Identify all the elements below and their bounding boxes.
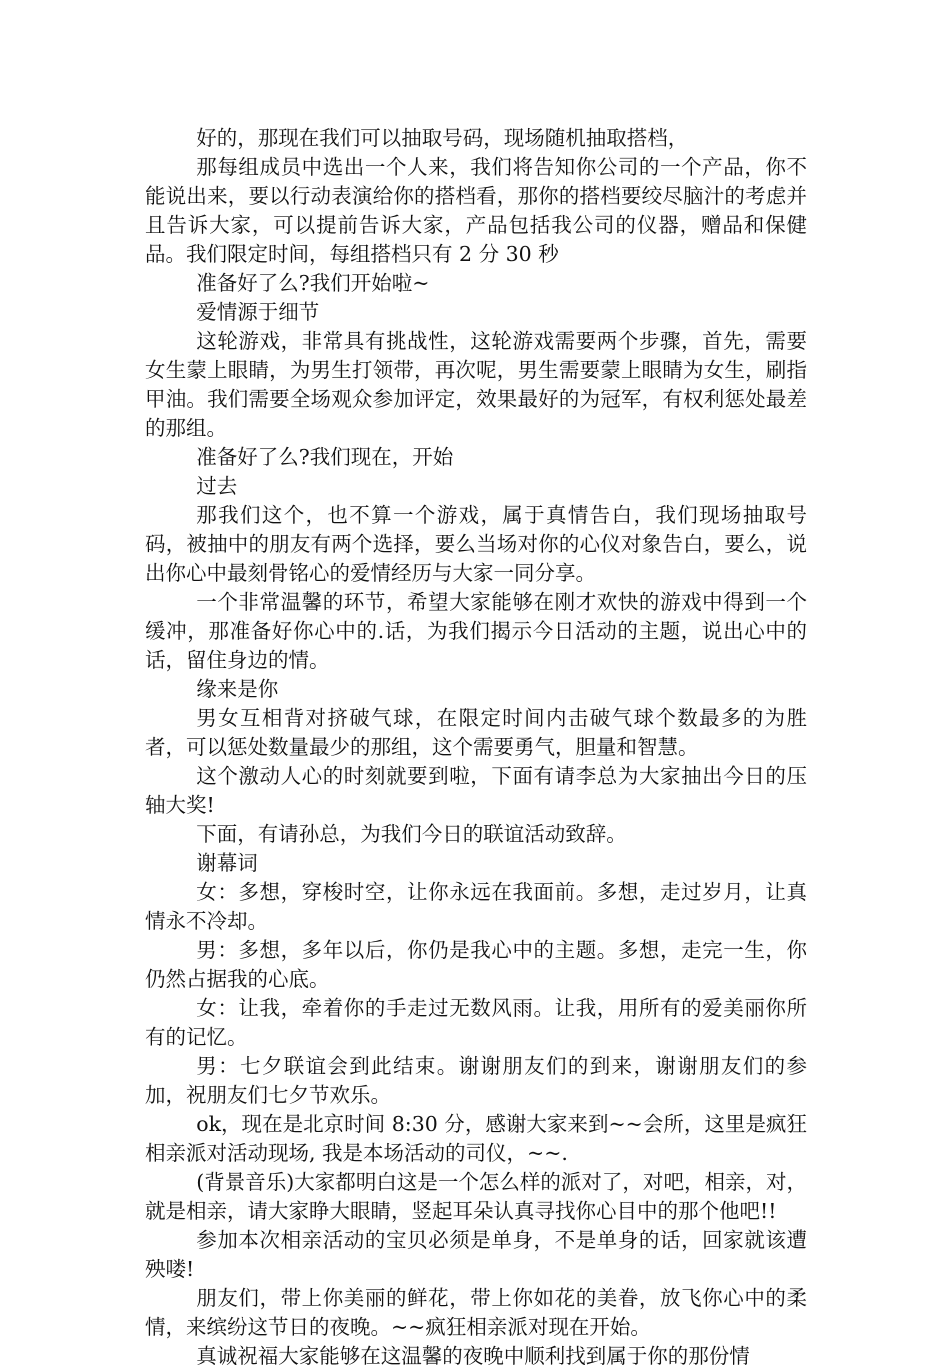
- paragraph: 这个激动人心的时刻就要到啦，下面有请李总为大家抽出今日的压轴大奖!: [145, 764, 807, 817]
- paragraph: 准备好了么?我们开始啦~: [196, 271, 430, 295]
- section-heading: 缘来是你: [196, 677, 279, 701]
- section-heading: 过去: [196, 474, 238, 498]
- section-heading: 爱情源于细节: [196, 300, 320, 324]
- paragraph: 下面，有请孙总，为我们今日的联谊活动致辞。: [196, 822, 627, 846]
- paragraph: (背景音乐)大家都明白这是一个怎么样的派对了，对吧，相亲，对，就是相亲，请大家睁大眼睛，竖起耳朵认真寻找你心目中的那个他吧!!: [145, 1170, 807, 1223]
- document-body: [145, 124, 807, 1371]
- paragraph: 一个非常温馨的环节，希望大家能够在刚才欢快的游戏中得到一个缓冲，那准备好你心中的.话，为我们揭示今日活动的主题，说出心中的话，留住身边的情。: [145, 590, 807, 672]
- paragraph: 好的，那现在我们可以抽取号码，现场随机抽取搭档，: [196, 126, 689, 150]
- section-heading: 谢幕词: [196, 851, 258, 875]
- paragraph: 真诚祝福大家能够在这温馨的夜晚中顺利找到属于你的那份情: [196, 1344, 750, 1368]
- paragraph: 那我们这个，也不算一个游戏，属于真情告白，我们现场抽取号码，被抽中的朋友有两个选择，要么当场对你的心仪对象告白，要么，说出你心中最刻骨铭心的爱情经历与大家一同分享。: [145, 503, 807, 585]
- paragraph: 女：让我，牵着你的手走过无数风雨。让我，用所有的爱美丽你所有的记忆。: [145, 996, 807, 1049]
- paragraph: 男女互相背对挤破气球，在限定时间内击破气球个数最多的为胜者，可以惩处数量最少的那组，这个需要勇气，胆量和智慧。: [145, 706, 807, 759]
- paragraph: 朋友们，带上你美丽的鲜花，带上你如花的美眷，放飞你心中的柔情，来缤纷这节日的夜晚。~~疯狂相亲派对现在开始。: [145, 1286, 807, 1339]
- paragraph: 男：七夕联谊会到此结束。谢谢朋友们的到来，谢谢朋友们的参加，祝朋友们七夕节欢乐。: [145, 1054, 807, 1107]
- paragraph: ok，现在是北京时间 8:30 分，感谢大家来到~~会所，这里是疯狂相亲派对活动现场, 我是本场活动的司仪，~~.: [145, 1112, 807, 1165]
- paragraph: 这轮游戏，非常具有挑战性，这轮游戏需要两个步骤，首先，需要女生蒙上眼睛，为男生打领带，再次呢，男生需要蒙上眼睛为女生，刷指甲油。我们需要全场观众参加评定，效果最好的为冠军，有权利惩处最差的那组。: [145, 329, 807, 440]
- paragraph: 那每组成员中选出一个人来，我们将告知你公司的一个产品，你不能说出来，要以行动表演给你的搭档看，那你的搭档要绞尽脑汁的考虑并且告诉大家，可以提前告诉大家，产品包括我公司的仪器，赠品和保健品。我们限定时间，每组搭档只有 2 分 30 秒: [145, 155, 807, 266]
- paragraph: 参加本次相亲活动的宝贝必须是单身，不是单身的话，回家就该遭殃喽!: [145, 1228, 807, 1281]
- paragraph: 准备好了么?我们现在，开始: [196, 445, 454, 469]
- paragraph: 女：多想，穿梭时空，让你永远在我面前。多想，走过岁月，让真情永不冷却。: [145, 880, 807, 933]
- paragraph: 男：多想，多年以后，你仍是我心中的主题。多想，走完一生，你仍然占据我的心底。: [145, 938, 807, 991]
